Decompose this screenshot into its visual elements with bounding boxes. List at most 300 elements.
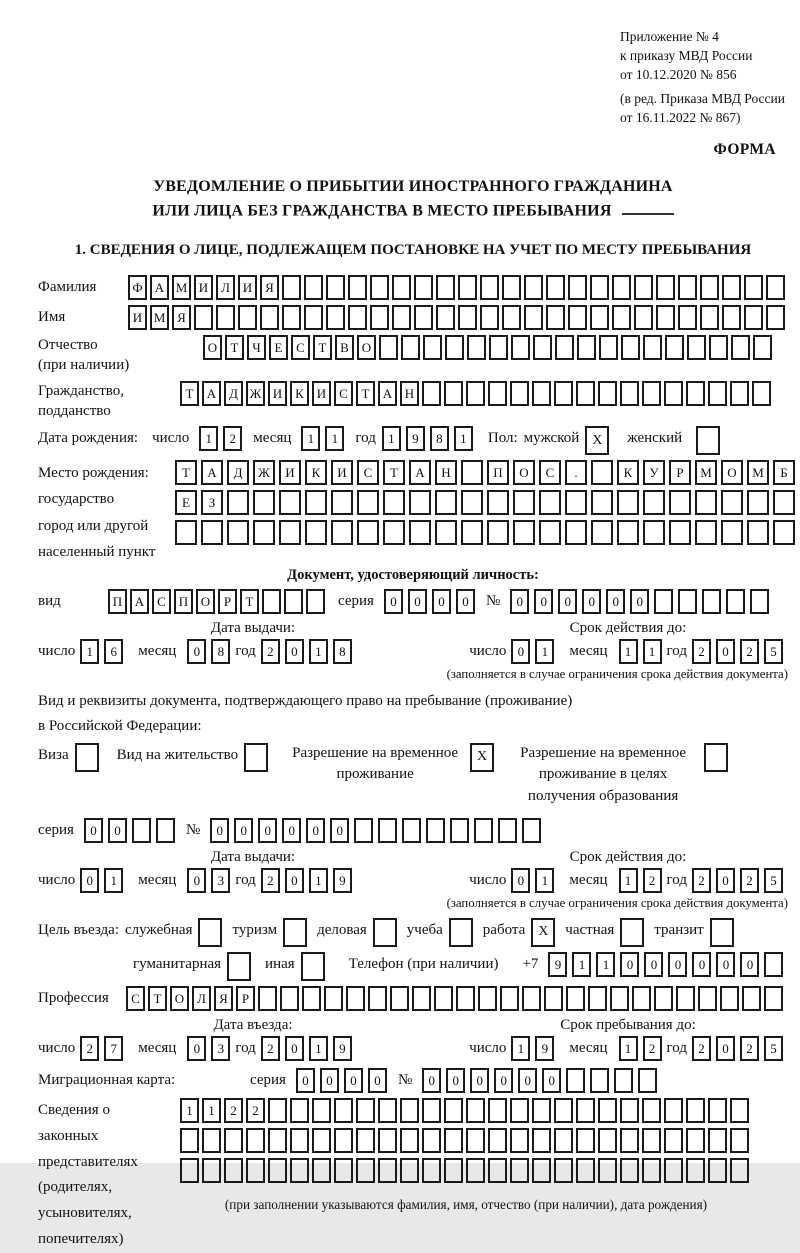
char-box: [730, 381, 749, 406]
char-box: 2: [246, 1098, 265, 1123]
char-box: 2: [740, 639, 759, 664]
char-box: [773, 520, 795, 545]
char-box: 0: [187, 1036, 206, 1061]
char-box: [356, 1098, 375, 1123]
char-box: [513, 520, 535, 545]
char-box: [700, 305, 719, 330]
char-box: [414, 275, 433, 300]
char-box: [258, 986, 277, 1011]
purpose-option-checkbox: [449, 918, 473, 947]
char-box: У: [643, 460, 665, 485]
char-box: 0: [534, 589, 553, 614]
char-box: [488, 381, 507, 406]
char-box: [370, 275, 389, 300]
birth-place-row1: [175, 460, 799, 485]
char-box: [466, 381, 485, 406]
purpose-option-label: гуманитарная: [133, 955, 222, 972]
char-box: 2: [692, 868, 711, 893]
char-box: [435, 490, 457, 515]
char-box: 0: [510, 589, 529, 614]
char-box: 9: [548, 952, 567, 977]
char-box: [423, 335, 442, 360]
char-box: [664, 381, 683, 406]
char-box: И: [279, 460, 301, 485]
temp-residence-option: [286, 743, 494, 787]
text-line: законных: [38, 1127, 99, 1144]
phone-digit-boxes: [548, 952, 788, 977]
char-box: 8: [430, 426, 449, 451]
temp-residence-edu-label: Разрешение на временное проживание в целях получения образования: [520, 744, 687, 805]
char-box: 0: [285, 1036, 304, 1061]
char-box: О: [721, 460, 743, 485]
temp-residence-edu-checkbox: [704, 743, 728, 772]
char-box: 5: [764, 868, 783, 893]
char-box: 0: [84, 818, 103, 843]
char-box: [664, 1098, 683, 1123]
char-box: [598, 1128, 617, 1153]
char-box: [522, 986, 541, 1011]
temp-residence-edu-option: [508, 743, 728, 808]
purpose-option-checkbox: [198, 918, 222, 947]
purpose-option-checkbox: [301, 952, 325, 981]
purpose-option-label: учеба: [406, 921, 443, 938]
birth-place-label: [38, 460, 175, 565]
char-box: А: [201, 460, 223, 485]
char-box: [422, 381, 441, 406]
char-box: [202, 1158, 221, 1183]
char-box: 0: [432, 589, 451, 614]
char-box: К: [305, 460, 327, 485]
char-box: Д: [224, 381, 243, 406]
char-box: 2: [223, 426, 242, 451]
valid-day-boxes: [511, 868, 559, 893]
char-box: [487, 520, 509, 545]
char-box: [502, 305, 521, 330]
residence-doc-options: [38, 743, 788, 808]
char-box: [156, 818, 175, 843]
char-box: [180, 1158, 199, 1183]
residence-permit-checkbox: [244, 743, 268, 772]
doc-kind-label: вид: [38, 593, 61, 610]
char-box: [686, 381, 705, 406]
char-box: 1: [619, 1036, 638, 1061]
char-box: [502, 275, 521, 300]
profession-boxes: [126, 986, 786, 1011]
issue-year-boxes: [261, 868, 357, 893]
char-box: [532, 1158, 551, 1183]
field-patronymic: [38, 335, 788, 376]
char-box: [409, 490, 431, 515]
char-box: [524, 305, 543, 330]
char-box: [686, 1098, 705, 1123]
char-box: 1: [643, 639, 662, 664]
char-box: [654, 986, 673, 1011]
purpose-option: [483, 918, 556, 947]
char-box: С: [152, 589, 171, 614]
purpose-option: [265, 952, 325, 981]
entry-day-boxes: [80, 1036, 128, 1061]
legal-rep-row1: [180, 1098, 752, 1123]
char-box: [576, 1098, 595, 1123]
char-box: [678, 589, 697, 614]
char-box: [566, 1068, 585, 1093]
char-box: [400, 1098, 419, 1123]
purpose-option: [232, 918, 307, 947]
char-box: [426, 818, 445, 843]
text-line: Сведения о: [38, 1101, 110, 1118]
char-box: [591, 460, 613, 485]
valid-until-heading: Срок действия до:: [569, 848, 687, 865]
char-box: [766, 305, 785, 330]
issue-month-boxes: [187, 868, 235, 893]
day-label: число: [38, 643, 76, 660]
char-box: [576, 381, 595, 406]
char-box: [524, 275, 543, 300]
char-box: [598, 1098, 617, 1123]
char-box: [253, 520, 275, 545]
residence-doc-intro1: Вид и реквизиты документа, подтверждающего право на пребывание (проживание): [38, 693, 573, 710]
purpose-option-label: работа: [482, 921, 526, 938]
char-box: [202, 1128, 221, 1153]
char-box: 1: [309, 639, 328, 664]
char-box: [246, 1128, 265, 1153]
char-box: Т: [175, 460, 197, 485]
char-box: [400, 1128, 419, 1153]
char-box: [383, 520, 405, 545]
char-box: [730, 1098, 749, 1123]
char-box: А: [378, 381, 397, 406]
residence-doc-intro2: в Российской Федерации:: [38, 717, 202, 734]
char-box: [709, 335, 728, 360]
issue-date-heading: Дата выдачи:: [210, 848, 296, 865]
char-box: [383, 490, 405, 515]
char-box: 0: [446, 1068, 465, 1093]
day-label: число: [469, 871, 507, 888]
char-box: [676, 986, 695, 1011]
char-box: [669, 490, 691, 515]
char-box: [132, 818, 151, 843]
char-box: [532, 381, 551, 406]
char-box: [348, 305, 367, 330]
char-box: Т: [356, 381, 375, 406]
char-box: [643, 490, 665, 515]
stay-day-boxes: [511, 1036, 559, 1061]
char-box: [370, 305, 389, 330]
birth-year-boxes: [382, 426, 478, 451]
char-box: 0: [187, 639, 206, 664]
char-box: [458, 275, 477, 300]
visit-purpose-label: Цель въезда:: [38, 921, 119, 938]
char-box: 5: [764, 639, 783, 664]
char-box: 0: [320, 1068, 339, 1093]
char-box: [598, 381, 617, 406]
char-box: [566, 986, 585, 1011]
char-box: [414, 305, 433, 330]
char-box: [260, 305, 279, 330]
char-box: И: [268, 381, 287, 406]
char-box: [480, 305, 499, 330]
year-label: год: [666, 871, 687, 888]
char-box: 1: [619, 868, 638, 893]
char-box: [456, 986, 475, 1011]
field-visit-purpose: [38, 918, 788, 947]
char-box: [434, 986, 453, 1011]
month-label: месяц: [569, 871, 608, 888]
char-box: [533, 335, 552, 360]
char-box: 2: [740, 1036, 759, 1061]
char-box: [695, 520, 717, 545]
appendix-lines: [620, 28, 788, 85]
gender-male-checkbox: X: [585, 426, 609, 455]
identity-issue-date: [38, 639, 449, 664]
char-box: [510, 381, 529, 406]
number-label: №: [185, 821, 201, 838]
char-box: [510, 1098, 529, 1123]
month-label: месяц: [138, 1039, 177, 1056]
year-label: год: [355, 430, 376, 447]
identity-valid-until: [449, 639, 788, 664]
doc-number-boxes: [510, 589, 774, 614]
field-citizenship: [38, 381, 788, 422]
char-box: [290, 1158, 309, 1183]
char-box: Н: [435, 460, 457, 485]
birth-month-boxes: [301, 426, 349, 451]
char-box: [700, 275, 719, 300]
form-label: ФОРМА: [713, 141, 776, 159]
phone-prefix: +7: [522, 955, 539, 972]
char-box: М: [695, 460, 717, 485]
purpose-option-checkbox: [283, 918, 307, 947]
char-box: 0: [285, 639, 304, 664]
char-box: Я: [260, 275, 279, 300]
char-box: Е: [269, 335, 288, 360]
char-box: [488, 1158, 507, 1183]
char-box: [642, 1098, 661, 1123]
char-box: Е: [175, 490, 197, 515]
char-box: [180, 1128, 199, 1153]
char-box: [290, 1098, 309, 1123]
char-box: [698, 986, 717, 1011]
char-box: [614, 1068, 633, 1093]
year-label: год: [666, 643, 687, 660]
char-box: Ч: [247, 335, 266, 360]
char-box: Т: [313, 335, 332, 360]
series-label: серия: [250, 1071, 286, 1088]
purpose-option-label: транзит: [654, 921, 704, 938]
char-box: [546, 275, 565, 300]
char-box: [500, 986, 519, 1011]
field-given-name: [38, 305, 788, 330]
char-box: [450, 818, 469, 843]
valid-month-boxes: [619, 868, 667, 893]
residence-permit-label: Вид на жительство: [116, 746, 239, 763]
char-box: 0: [285, 868, 304, 893]
char-box: [444, 1158, 463, 1183]
char-box: [687, 335, 706, 360]
char-box: [489, 335, 508, 360]
char-box: 0: [210, 818, 229, 843]
residence-permit-option: [117, 743, 268, 772]
char-box: [638, 1068, 657, 1093]
patronymic-label: [38, 335, 203, 376]
year-label: год: [235, 1039, 256, 1056]
char-box: [708, 1128, 727, 1153]
birth-place-rows: [175, 460, 799, 550]
char-box: [708, 381, 727, 406]
char-box: [686, 1128, 705, 1153]
birth-date-label: Дата рождения:: [38, 430, 139, 447]
char-box: [306, 589, 325, 614]
char-box: 0: [422, 1068, 441, 1093]
char-box: [599, 335, 618, 360]
char-box: [610, 986, 629, 1011]
profession-label: Профессия: [38, 989, 109, 1006]
patronymic-label-line1: Отчество: [38, 337, 98, 354]
char-box: И: [128, 305, 147, 330]
char-box: [400, 1158, 419, 1183]
legal-rep-row2: [180, 1128, 752, 1153]
char-box: 0: [644, 952, 663, 977]
char-box: [544, 986, 563, 1011]
char-box: 0: [740, 952, 759, 977]
char-box: [304, 305, 323, 330]
month-label: месяц: [253, 430, 292, 447]
char-box: 2: [692, 639, 711, 664]
field-profession: [38, 986, 788, 1011]
issue-date-heading: Дата выдачи:: [210, 620, 296, 637]
char-box: Р: [218, 589, 237, 614]
char-box: О: [513, 460, 535, 485]
char-box: [227, 520, 249, 545]
char-box: 9: [333, 1036, 352, 1061]
text-line: усыновителях,: [38, 1205, 132, 1222]
char-box: [346, 986, 365, 1011]
char-box: 1: [325, 426, 344, 451]
char-box: [467, 335, 486, 360]
char-box: [634, 305, 653, 330]
valid-day-boxes: [511, 639, 559, 664]
char-box: [766, 275, 785, 300]
char-box: [747, 490, 769, 515]
month-label: месяц: [569, 1039, 608, 1056]
char-box: [708, 1158, 727, 1183]
section1-heading: 1. СВЕДЕНИЯ О ЛИЦЕ, ПОДЛЕЖАЩЕМ ПОСТАНОВКЕ НА УЧЕТ ПО МЕСТУ ПРЕБЫВАНИЯ: [74, 242, 752, 259]
char-box: 9: [535, 1036, 554, 1061]
char-box: [444, 1098, 463, 1123]
char-box: 0: [456, 589, 475, 614]
valid-until-heading: Срок действия до:: [569, 620, 687, 637]
validity-note: (заполняется в случае ограничения срока действия документа): [446, 667, 788, 682]
char-box: 8: [211, 639, 230, 664]
char-box: [634, 275, 653, 300]
char-box: З: [201, 490, 223, 515]
purpose-option-checkbox: [620, 918, 644, 947]
text-line: город или другой: [38, 517, 149, 534]
gender-male-label: мужской: [523, 430, 580, 447]
char-box: [224, 1128, 243, 1153]
char-box: [368, 986, 387, 1011]
char-box: 6: [104, 639, 123, 664]
char-box: Ф: [128, 275, 147, 300]
char-box: [478, 986, 497, 1011]
doc-kind-boxes: [108, 589, 328, 614]
day-label: число: [152, 430, 190, 447]
doc-number-label: №: [485, 593, 501, 610]
char-box: [334, 1128, 353, 1153]
char-box: [620, 381, 639, 406]
char-box: [402, 818, 421, 843]
gender-label: Пол:: [487, 430, 518, 447]
char-box: [722, 275, 741, 300]
char-box: [554, 1098, 573, 1123]
purpose-option-label: служебная: [124, 921, 193, 938]
identity-doc-heading: Документ, удостоверяющий личность:: [287, 567, 539, 584]
char-box: [753, 335, 772, 360]
char-box: 0: [518, 1068, 537, 1093]
month-label: месяц: [569, 643, 608, 660]
text-line: представителях: [38, 1153, 138, 1170]
char-box: 0: [408, 589, 427, 614]
char-box: 0: [234, 818, 253, 843]
char-box: 0: [344, 1068, 363, 1093]
char-box: М: [150, 305, 169, 330]
char-box: 0: [630, 589, 649, 614]
char-box: [356, 1128, 375, 1153]
char-box: [357, 520, 379, 545]
char-box: [409, 520, 431, 545]
residence-doc-dates: [38, 868, 788, 893]
char-box: [686, 1158, 705, 1183]
char-box: [513, 490, 535, 515]
char-box: [511, 335, 530, 360]
visit-purpose-row2: [133, 952, 788, 981]
char-box: [565, 490, 587, 515]
char-box: 0: [558, 589, 577, 614]
residence-valid-until: [449, 868, 788, 893]
char-box: С: [357, 460, 379, 485]
char-box: [642, 1158, 661, 1183]
char-box: 2: [80, 1036, 99, 1061]
migration-series-boxes: [296, 1068, 392, 1093]
char-box: В: [335, 335, 354, 360]
purpose-option-checkbox: [710, 918, 734, 947]
char-box: 1: [572, 952, 591, 977]
char-box: [280, 986, 299, 1011]
field-birth-date: [38, 426, 788, 455]
char-box: Т: [180, 381, 199, 406]
char-box: 0: [296, 1068, 315, 1093]
char-box: Л: [192, 986, 211, 1011]
purpose-option-label: деловая: [317, 921, 367, 938]
char-box: .: [565, 460, 587, 485]
char-box: [591, 520, 613, 545]
char-box: [764, 986, 783, 1011]
char-box: [466, 1098, 485, 1123]
char-box: [568, 275, 587, 300]
char-box: [324, 986, 343, 1011]
char-box: [730, 1128, 749, 1153]
char-box: И: [331, 460, 353, 485]
year-label: год: [235, 643, 256, 660]
stay-until-heading: Срок пребывания до:: [560, 1016, 696, 1033]
char-box: [246, 1158, 265, 1183]
series-label: серия: [38, 821, 74, 838]
char-box: [532, 1098, 551, 1123]
char-box: 1: [180, 1098, 199, 1123]
char-box: [654, 589, 673, 614]
char-box: Т: [240, 589, 259, 614]
char-box: [744, 275, 763, 300]
